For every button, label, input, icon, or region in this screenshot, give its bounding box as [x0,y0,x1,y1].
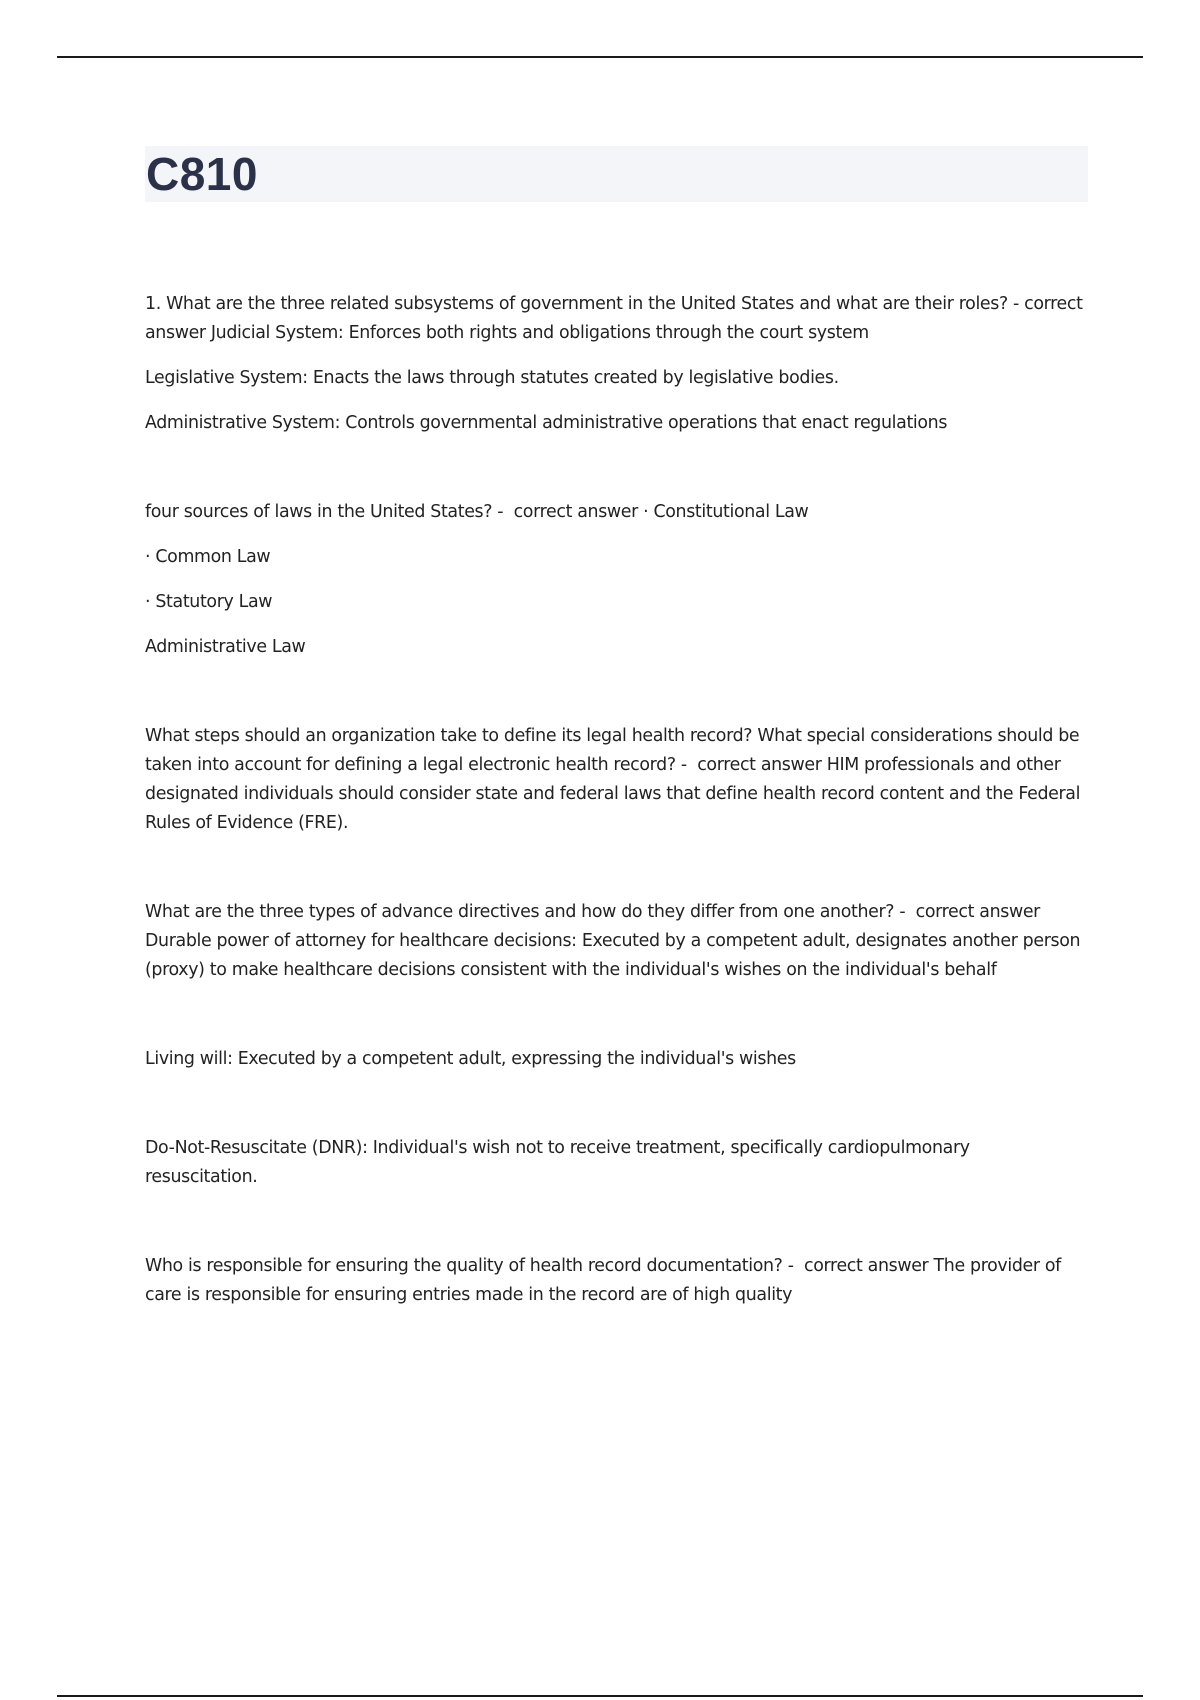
answer-4-living-will: Living will: Executed by a competent adult, expressing the individual's wishes [145,1049,796,1069]
answer-2-common-law: · Common Law [145,547,271,567]
answer-1-legislative: Legislative System: Enacts the laws through statutes created by legislative bodies. [145,368,839,388]
document-title: C810 [146,148,258,200]
title-band [145,146,1088,202]
question-1: 1. What are the three related subsystems of government in the United States and what are their roles? - correct answer Judicial System: Enforces both rights and obligations through the court system [145,294,1083,343]
bottom-rule [57,1695,1143,1697]
question-2: four sources of laws in the United States? - correct answer · Constitutional Law [145,502,809,522]
document-body [145,290,1085,1310]
question-4: What are the three types of advance directives and how do they differ from one another? - correct answer Durable power of attorney for healthcare decisions: Executed by a competent adult, designates another person (proxy) to make healthcare decisions consistent with the individual's wishes on the individual's behalf [145,902,1081,980]
answer-4-dnr: Do-Not-Resuscitate (DNR): Individual's wish not to receive treatment, specifically cardiopulmonary resuscitation. [145,1138,970,1187]
question-3: What steps should an organization take to define its legal health record? What special considerations should be taken into account for defining a legal electronic health record? - correct answer HIM professionals and other designated individuals should consider state and federal laws that define health record content and the Federal Rules of Evidence (FRE). [145,726,1081,833]
answer-2-administrative-law: Administrative Law [145,637,306,657]
answer-2-statutory-law: · Statutory Law [145,592,273,612]
answer-1-administrative: Administrative System: Controls governmental administrative operations that enact regulations [145,413,948,433]
question-5: Who is responsible for ensuring the quality of health record documentation? - correct answer The provider of care is responsible for ensuring entries made in the record are of high quality [145,1256,1061,1305]
top-rule [57,56,1143,58]
